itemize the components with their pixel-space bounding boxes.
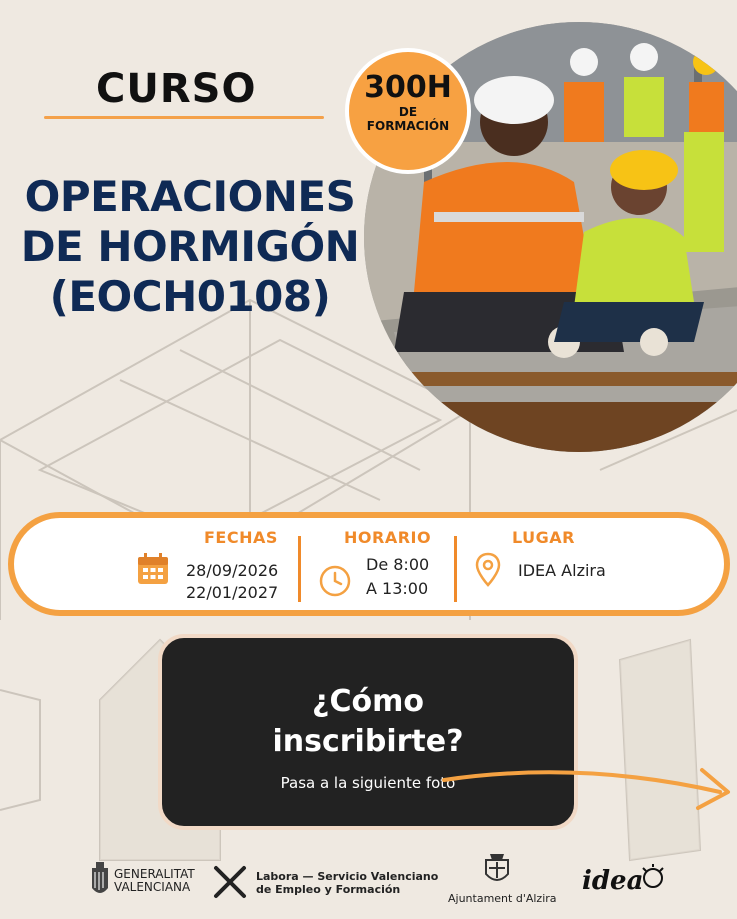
underline-divider <box>44 116 324 119</box>
hours-formacion: FORMACIÓN <box>366 119 450 133</box>
fechas-label: FECHAS <box>204 528 278 547</box>
labora-logo-icon <box>212 864 248 900</box>
generalitat-crest-icon <box>90 862 110 900</box>
course-info-band <box>8 512 730 616</box>
cta-line-2: inscribirte? <box>272 724 464 759</box>
hours-badge <box>345 48 471 174</box>
lugar-value: IDEA Alzira <box>518 561 606 580</box>
calendar-icon <box>136 552 170 586</box>
labora-line-1: Labora — Servicio Valenciano <box>256 870 439 883</box>
ajuntament-label: Ajuntament d'Alzira <box>448 892 557 905</box>
title-line-1: OPERACIONES <box>24 172 356 221</box>
cta-subtitle: Pasa a la siguiente foto <box>280 774 456 792</box>
fecha-fin: 22/01/2027 <box>186 583 279 602</box>
arrow-right-icon <box>440 762 737 832</box>
horario-inicio: De 8:00 <box>366 555 430 574</box>
labora-line-2: de Empleo y Formación <box>256 883 401 896</box>
lightbulb-icon <box>640 864 666 894</box>
hours-value: 300H <box>364 70 452 105</box>
ajuntament-shield-icon <box>480 850 514 886</box>
lugar-label: LUGAR <box>512 528 575 547</box>
divider <box>454 536 457 602</box>
course-label: CURSO <box>96 66 257 112</box>
cta-question <box>162 682 574 762</box>
location-pin-icon <box>474 552 502 588</box>
title-line-2: DE HORMIGÓN <box>20 222 360 271</box>
course-title <box>20 172 360 322</box>
fecha-inicio: 28/09/2026 <box>186 561 279 580</box>
horario-label: HORARIO <box>344 528 432 547</box>
footer-logos <box>0 850 737 919</box>
title-line-3: (EOCH0108) <box>49 272 331 321</box>
divider <box>298 536 301 602</box>
generalitat-line-1: GENERALITAT <box>114 867 195 881</box>
hours-de: DE <box>398 105 418 119</box>
clock-icon <box>318 564 352 598</box>
generalitat-line-2: VALENCIANA <box>114 880 191 894</box>
idea-logo-text: idea <box>582 866 644 896</box>
horario-fin: A 13:00 <box>366 579 429 598</box>
cta-line-1: ¿Cómo <box>312 684 424 719</box>
